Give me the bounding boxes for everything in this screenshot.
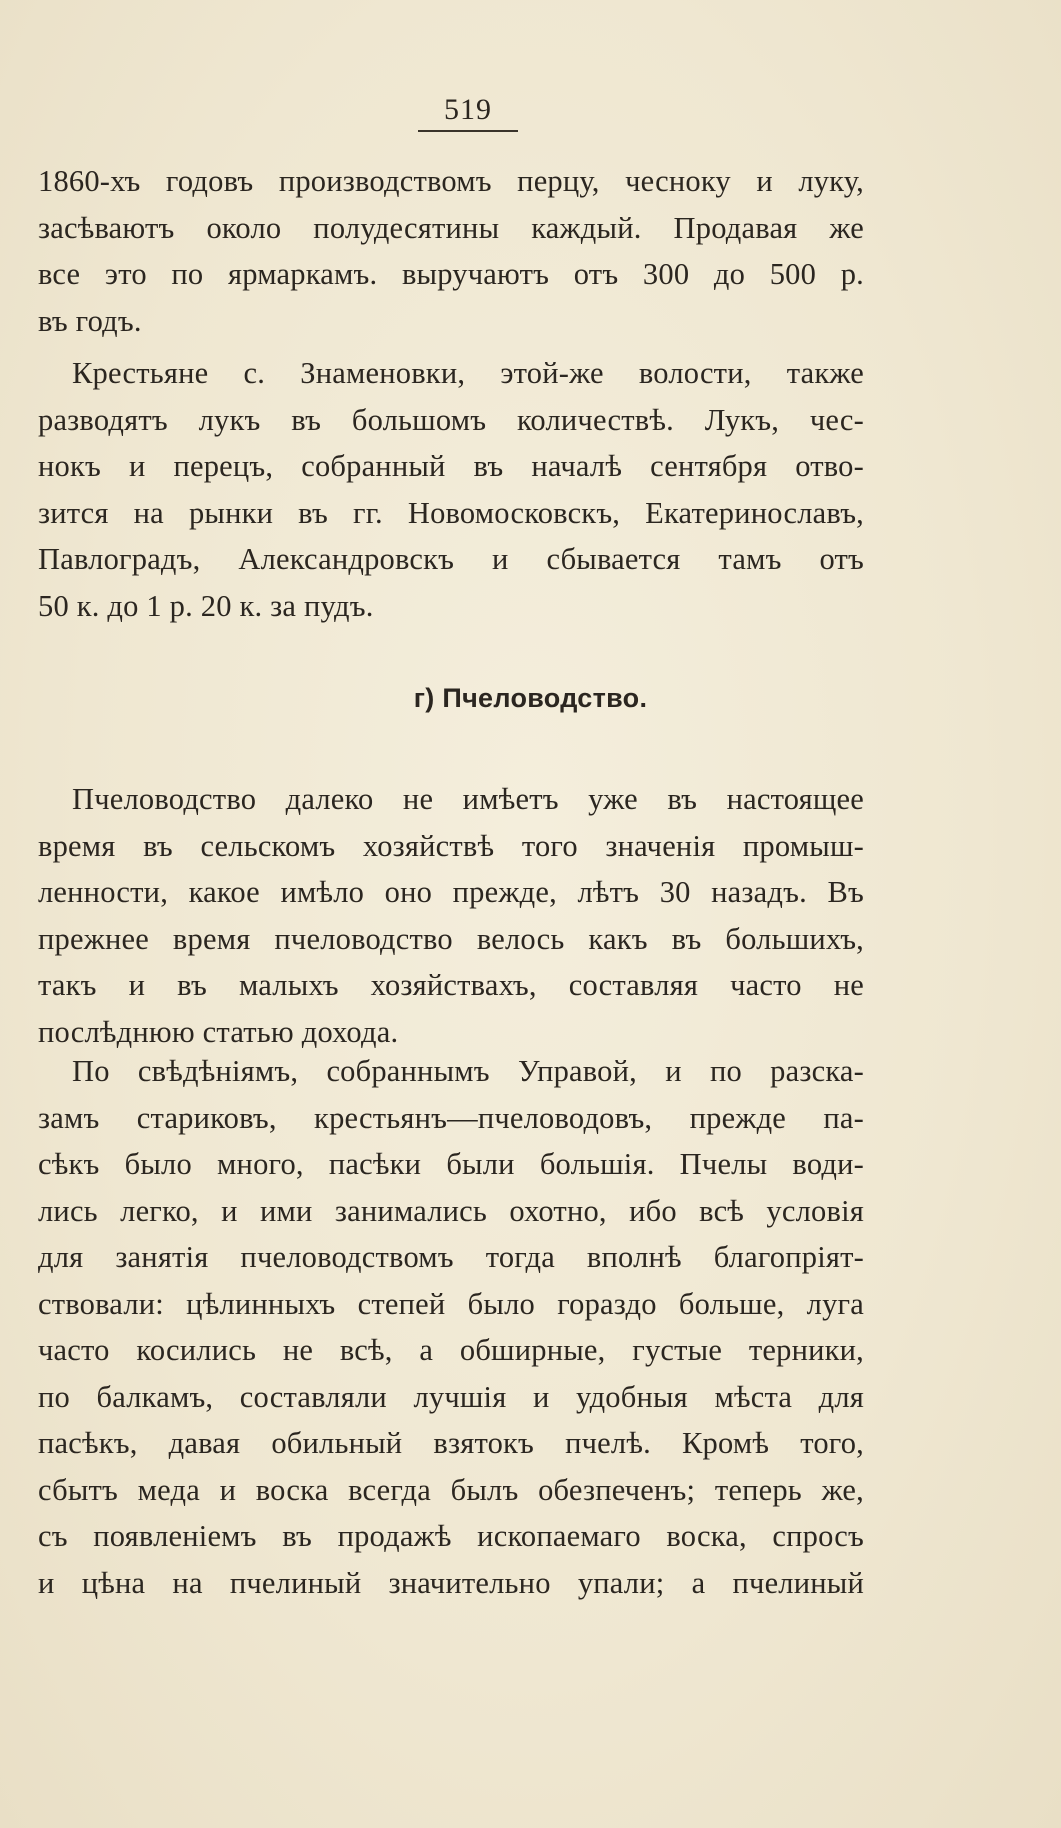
- text-line: прежнее время пчеловодство велось какъ въ большихъ,: [38, 921, 864, 956]
- text-line: Крестьяне с. Знаменовки, этой-же волости, также: [72, 356, 864, 390]
- text-line: ствовали: цѣлинныхъ степей было гораздо больше, луга: [38, 1286, 864, 1321]
- paragraph-4: [38, 1048, 864, 1606]
- text-line: По свѣдѣніямъ, собраннымъ Управой, и по разска-: [72, 1054, 864, 1088]
- text-line: нокъ и перецъ, собранный въ началѣ сентября отво-: [38, 449, 864, 483]
- text-line: время въ сельскомъ хозяйствѣ того значенія промыш-: [38, 828, 864, 863]
- text-line: и цѣна на пчелиный значительно упали; а пчелиный: [38, 1565, 864, 1600]
- paragraph-3: [38, 776, 864, 1055]
- text-line: Павлоградъ, Александровскъ и сбывается тамъ отъ: [38, 542, 864, 576]
- page-number: 519: [444, 93, 492, 126]
- text-line: ленности, какое имѣло оно прежде, лѣтъ 30 назадъ. Въ: [38, 875, 864, 909]
- text-line: по балкамъ, составляли лучшія и удобныя мѣста для: [38, 1379, 864, 1414]
- text-line: послѣднюю статью дохода.: [38, 1014, 399, 1049]
- text-line: замъ стариковъ, крестьянъ—пчеловодовъ, прежде па-: [38, 1100, 864, 1135]
- text-line: зится на рынки въ гг. Новомосковскъ, Екатеринославъ,: [38, 495, 864, 530]
- text-line: для занятія пчеловодствомъ тогда вполнѣ благопріят-: [38, 1240, 864, 1274]
- text-line: съ появленіемъ въ продажѣ ископаемаго воска, спросъ: [38, 1519, 864, 1553]
- text-line: часто косились не всѣ, а обширные, густые терники,: [38, 1333, 864, 1367]
- text-line: сѣкъ было много, пасѣки были большія. Пчелы води-: [38, 1147, 864, 1181]
- section-heading: г) Пчеловодство.: [413, 683, 648, 713]
- text-line: сбытъ меда и воска всегда былъ обезпеченъ; теперь же,: [38, 1472, 864, 1507]
- text-line: засѣваютъ около полудесятины каждый. Продавая же: [38, 210, 864, 245]
- text-line: такъ и въ малыхъ хозяйствахъ, составляя часто не: [38, 968, 864, 1002]
- page-number-rule: [418, 130, 518, 132]
- text-line: въ годъ.: [38, 303, 142, 338]
- text-line: все это по ярмаркамъ. выручаютъ отъ 300 до 500 р.: [38, 257, 864, 291]
- paragraph-1: [38, 158, 864, 344]
- text-line: пасѣкъ, давая обильный взятокъ пчелѣ. Кромѣ того,: [38, 1426, 864, 1460]
- text-line: лись легко, и ими занимались охотно, ибо всѣ условія: [38, 1193, 864, 1228]
- text-line: разводятъ лукъ въ большомъ количествѣ. Лукъ, чес-: [38, 402, 864, 437]
- text-line: 1860-хъ годовъ производствомъ перцу, чесноку и луку,: [38, 164, 864, 198]
- text-line: 50 к. до 1 р. 20 к. за пудъ.: [38, 588, 374, 623]
- text-line: Пчеловодство далеко не имѣетъ уже въ настоящее: [72, 782, 864, 816]
- paragraph-2: [38, 350, 864, 629]
